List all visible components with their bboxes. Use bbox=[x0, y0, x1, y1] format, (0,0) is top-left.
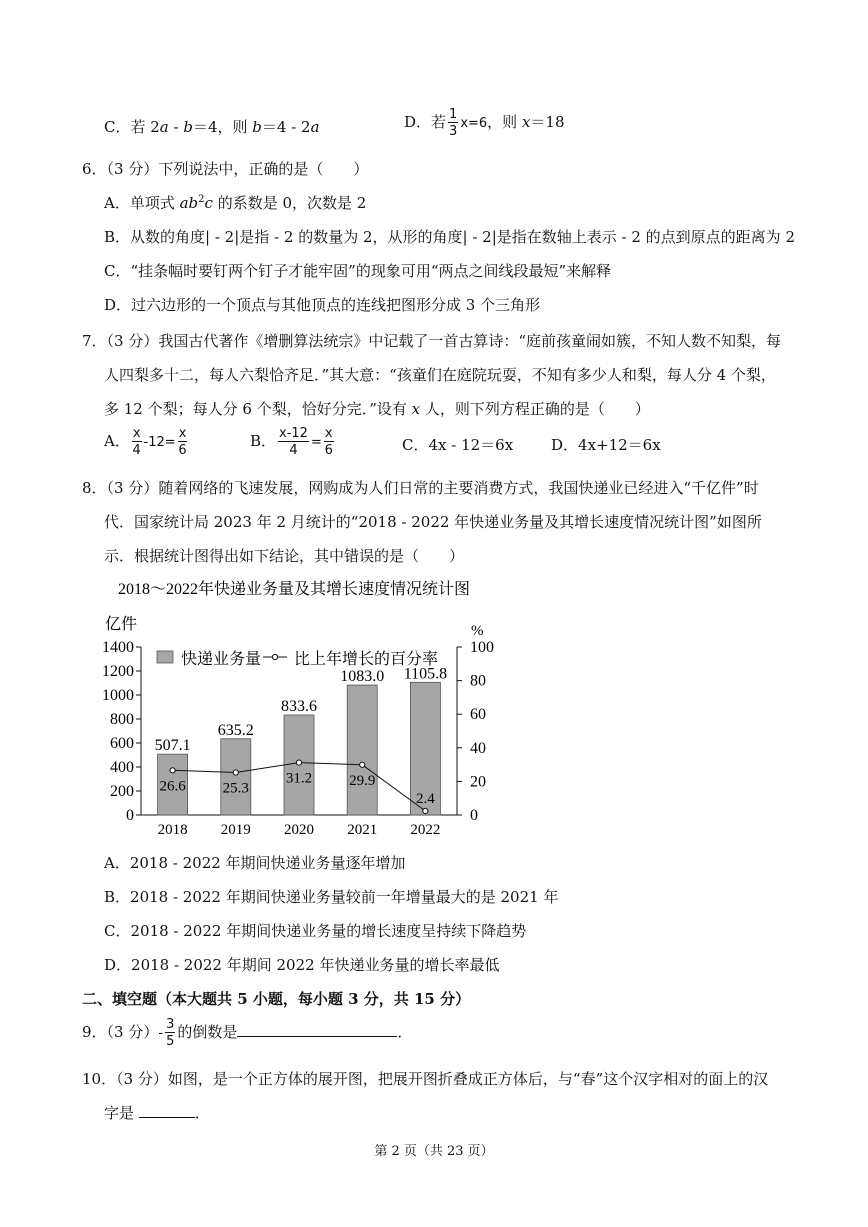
express-volume-chart bbox=[0, 568, 868, 848]
q10-line2: 字是 ． bbox=[104, 1104, 210, 1122]
left-tick-label: 1000 bbox=[102, 687, 134, 704]
q7-option-a: A． $\frac{x}{4}$ -12= $\frac{x}{6}$ bbox=[104, 426, 187, 458]
bar bbox=[221, 739, 251, 815]
q8-line3: 示．根据统计图得出如下结论，其中错误的是（ ） bbox=[104, 547, 465, 565]
x-tick-label: 2018 bbox=[157, 822, 188, 838]
q7-option-c: C．4x - 12＝6x bbox=[402, 436, 514, 454]
q7-option-d: D．4x+12＝6x bbox=[551, 436, 661, 454]
fraction: $\frac{x}{4}$ bbox=[132, 426, 141, 458]
growth-point bbox=[296, 760, 301, 765]
left-tick-label: 400 bbox=[110, 759, 134, 776]
bar-value-label: 1083.0 bbox=[340, 668, 385, 686]
left-axis-unit: 亿件 bbox=[105, 616, 138, 633]
growth-value-label: 29.9 bbox=[349, 772, 376, 789]
legend-label-bar: 快递业务量 bbox=[181, 651, 262, 668]
left-tick-label: 200 bbox=[110, 783, 134, 800]
q8-option-d: D．2018 - 2022 年期间 2022 年快递业务量的增长率最低 bbox=[104, 956, 500, 974]
legend-label-line: 比上年增长的百分率 bbox=[294, 651, 439, 668]
q8-line2: 代．国家统计局 2023 年 2 月统计的“2018 - 2022 年快递业务量及其增长速度情况统计图”如图所 bbox=[104, 513, 762, 531]
fraction: $\frac{3}{5}$ bbox=[166, 1017, 175, 1049]
q8-option-a: A．2018 - 2022 年期间快递业务量逐年增加 bbox=[104, 854, 406, 872]
right-tick-label: 100 bbox=[470, 639, 494, 656]
left-tick-label: 800 bbox=[110, 711, 134, 728]
growth-value-label: 2.4 bbox=[416, 790, 435, 807]
q7-line2: 人四梨多十二，每人六梨恰齐足．”其大意：“孩童们在庭院玩耍，不知有多少人和梨，每人分 4 个梨， bbox=[104, 366, 776, 384]
q9: 9．（3 分）- $\frac{3}{5}$ 的倒数是 ． bbox=[82, 1017, 413, 1049]
bar-value-label: 635.2 bbox=[217, 721, 254, 739]
right-tick-label: 20 bbox=[470, 773, 486, 791]
right-tick-label: 60 bbox=[470, 706, 486, 724]
section-heading: 二、填空题（本大题共 5 小题，每小题 3 分，共 15 分） bbox=[82, 990, 471, 1008]
legend-swatch-point bbox=[272, 654, 277, 659]
q8-option-b: B．2018 - 2022 年期间快递业务量较前一年增量最大的是 2021 年 bbox=[104, 888, 559, 906]
q6-option-a: A．单项式 $ab^2c$ 的系数是 0，次数是 2 bbox=[104, 194, 367, 212]
q5-option-d: D．若 $\frac{1}{3}$ x=6，则 x＝18 bbox=[404, 107, 565, 139]
q7-option-b: B． $\frac{x-12}{4}$ = $\frac{x}{6}$ bbox=[250, 426, 333, 458]
q6-option-d: D．过六边形的一个顶点与其他顶点的连线把图形分成 3 个三角形 bbox=[104, 296, 541, 314]
legend-swatch-bar bbox=[157, 651, 173, 663]
left-tick-label: 1200 bbox=[102, 663, 134, 680]
answer-blank[interactable] bbox=[139, 1117, 195, 1118]
growth-point bbox=[360, 762, 365, 767]
q8-line1: 8．（3 分）随着网络的飞速发展，网购成为人们日常的主要消费方式，我国快递业已经进入“千亿件”时 bbox=[82, 479, 759, 497]
right-tick-label: 0 bbox=[470, 807, 478, 824]
growth-point bbox=[423, 808, 428, 813]
x-tick-label: 2022 bbox=[410, 822, 441, 838]
bar-value-label: 833.6 bbox=[281, 697, 317, 715]
growth-value-label: 31.2 bbox=[285, 770, 313, 787]
left-tick-label: 0 bbox=[126, 807, 134, 824]
page-footer: 第 2 页（共 23 页） bbox=[374, 1144, 494, 1159]
growth-value-label: 25.3 bbox=[222, 780, 249, 797]
x-tick-label: 2020 bbox=[284, 822, 314, 838]
growth-point bbox=[233, 770, 238, 775]
q8-option-c: C．2018 - 2022 年期间快递业务量的增长速度呈持续下降趋势 bbox=[104, 922, 527, 940]
fraction: $\frac{x-12}{4}$ bbox=[279, 426, 308, 458]
right-axis-unit: % bbox=[471, 623, 484, 639]
bar-value-label: 507.1 bbox=[154, 737, 191, 755]
q7-line1: 7．（3 分）我国古代著作《增删算法统宗》中记载了一首古算诗：“庭前孩童闹如簇，不知人数不知梨，每 bbox=[82, 332, 782, 350]
answer-blank[interactable] bbox=[237, 1036, 397, 1037]
right-tick-label: 80 bbox=[470, 672, 486, 690]
q7-line3: 多 12 个梨；每人分 6 个梨，恰好分完．”设有 x 人，则下列方程正确的是（ ） bbox=[104, 400, 650, 418]
fraction: $\frac{x}{6}$ bbox=[178, 426, 187, 458]
fraction: $\frac{x}{6}$ bbox=[324, 426, 333, 458]
growth-point bbox=[170, 768, 175, 773]
x-tick-label: 2021 bbox=[347, 822, 378, 838]
growth-value-label: 26.6 bbox=[159, 778, 186, 795]
left-tick-label: 1400 bbox=[102, 639, 134, 656]
right-tick-label: 40 bbox=[470, 739, 486, 757]
q6-option-c: C．“挂条幅时要钉两个钉子才能牢固”的现象可用“两点之间线段最短”来解释 bbox=[104, 262, 612, 280]
q6-option-b: B．从数的角度| - 2|是指 - 2 的数量为 2，从形的角度| - 2|是指在数轴上表示 - 2 的点到原点的距离为 2 bbox=[104, 228, 795, 246]
x-tick-label: 2019 bbox=[220, 822, 251, 838]
bar bbox=[347, 685, 377, 815]
left-tick-label: 600 bbox=[110, 735, 134, 752]
q5-option-c: C．若 2a - b＝4，则 b＝4 - 2a bbox=[104, 118, 320, 136]
q6-stem: 6．（3 分）下列说法中，正确的是（ ） bbox=[82, 160, 369, 178]
bar-value-label: 1105.8 bbox=[403, 665, 448, 683]
fraction: $\frac{1}{3}$ bbox=[449, 107, 458, 139]
chart-title: 2018～2022年快递业务量及其增长速度情况统计图 bbox=[117, 581, 471, 598]
q10-line1: 10．（3 分）如图，是一个正方体的展开图，把展开图折叠成正方体后，与“春”这个汉字相对的面上的汉 bbox=[82, 1070, 769, 1088]
